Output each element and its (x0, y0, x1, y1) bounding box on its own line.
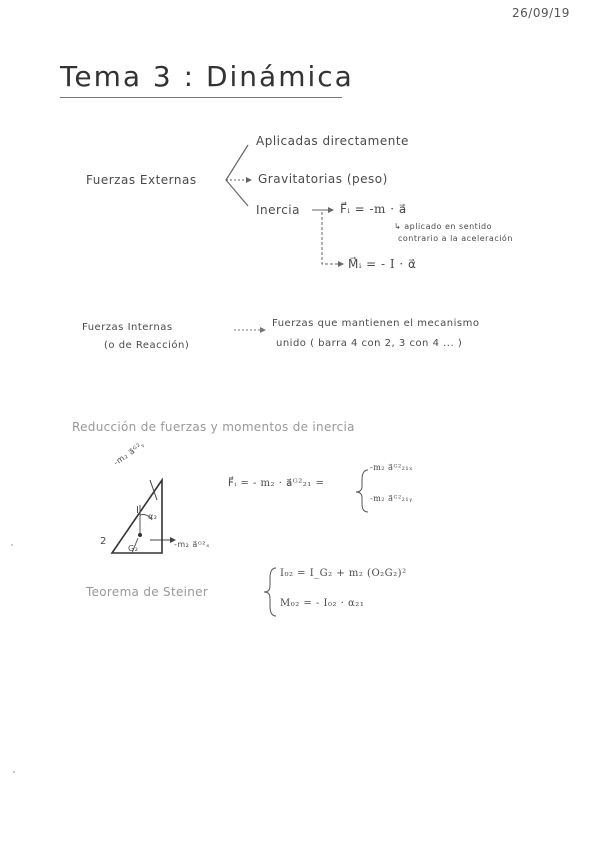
faint-mark (13, 771, 15, 773)
inertia-eq-bottom: -m₂ a⃗ᴳ²₂₁ᵧ (370, 494, 413, 503)
diagram-force-right: -m₂ a⃗ᴳ²ₓ (174, 540, 210, 549)
steiner-eq-2: M₀₂ = - I₀₂ · α₂₁ (280, 598, 365, 609)
steiner-label: Teorema de Steiner (86, 585, 209, 599)
inertia-moment-eq: M⃗ᵢ = - I · α⃗ (348, 257, 417, 271)
diagram-label-alpha: α₂ (148, 512, 158, 521)
page-title: Tema 3 : Dinámica (60, 60, 354, 93)
arrow-head-inertia-icon (328, 207, 334, 213)
internal-forces-label-2: (o de Reacción) (104, 340, 190, 351)
equation-brace (356, 470, 368, 512)
inertia-note-2: contrario a la aceleración (398, 234, 513, 243)
faint-mark (11, 544, 13, 546)
diagram-label-i: I (136, 505, 140, 516)
inertia-force-eq: F⃗ᵢ = -m · a⃗ (340, 202, 407, 216)
external-forces-label: Fuerzas Externas (86, 173, 197, 187)
center-point-icon (138, 533, 142, 537)
page-date: 26/09/19 (512, 6, 570, 20)
steiner-eq-1: I₀₂ = I_G₂ + m₂ (O₂G₂)² (280, 568, 407, 579)
external-brace-line (226, 145, 248, 206)
branch-gravity: Gravitatorias (peso) (258, 172, 388, 186)
inertia-eq-lhs: F⃗ᵢ = - m₂ · a⃗ᴳ²₂₁ = (228, 478, 325, 489)
section-heading: Reducción de fuerzas y momentos de inercia (72, 420, 355, 434)
arrow-head-gravity-icon (246, 177, 252, 183)
internal-forces-label-1: Fuerzas Internas (82, 322, 173, 333)
branch-applied: Aplicadas directamente (256, 134, 409, 148)
diagram-force-top: -m₂ a⃗ᴳ²ᵧ (112, 439, 147, 468)
inertia-note-1: ↳ aplicado en sentido (394, 222, 493, 231)
diagram-label-two: 2 (100, 536, 107, 547)
arrow-head-internal-icon (260, 327, 266, 333)
arrow-head-moment-icon (338, 261, 344, 267)
steiner-brace (264, 568, 276, 616)
internal-forces-desc-2: unido ( barra 4 con 2, 3 con 4 ... ) (276, 338, 463, 349)
diagram-point-g: G₂ (128, 544, 139, 553)
branch-inertia: Inercia (256, 203, 300, 217)
inertia-moment-bracket (322, 212, 340, 264)
inertia-eq-top: -m₂ a⃗ᴳ²₂₁ₓ (370, 463, 413, 472)
internal-forces-desc-1: Fuerzas que mantienen el mecanismo (272, 318, 480, 329)
